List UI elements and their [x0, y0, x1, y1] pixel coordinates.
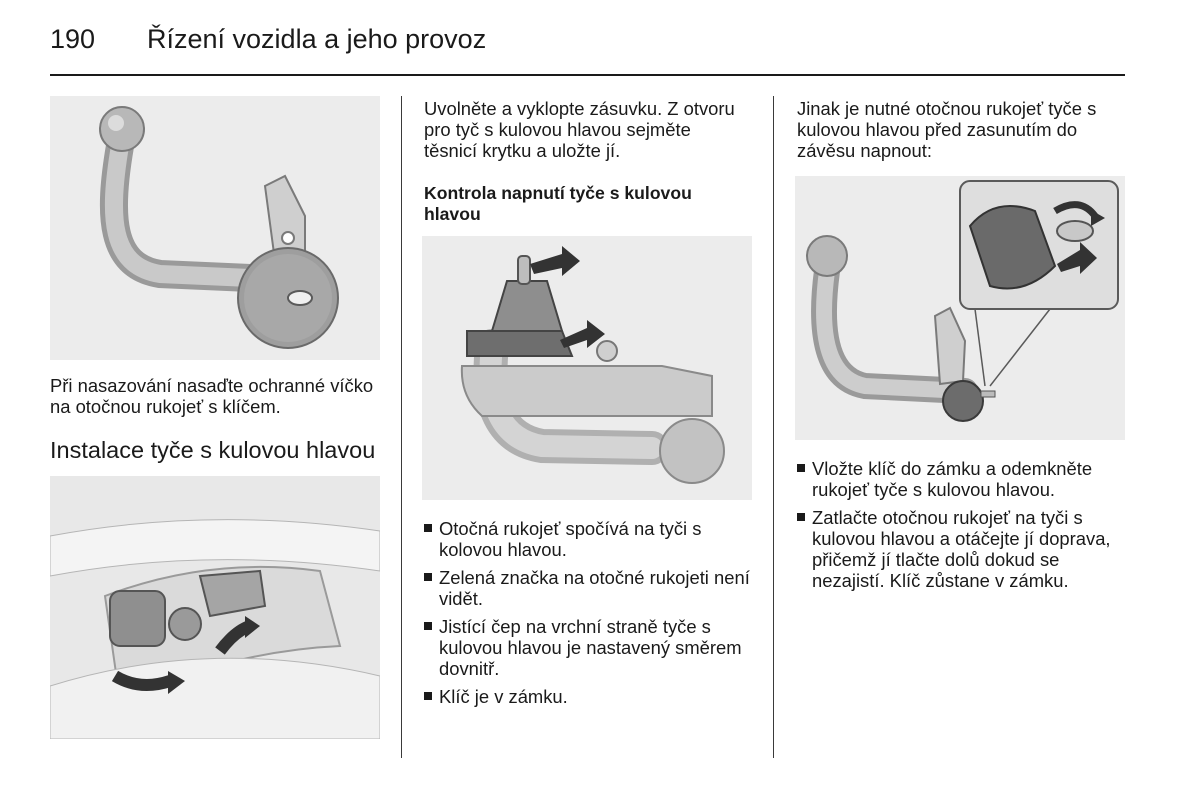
- list-item: [797, 507, 1127, 591]
- list-item-text: Klíč je v zámku.: [439, 686, 568, 707]
- tension-check-list: [424, 518, 754, 714]
- bullet-square-icon: [797, 513, 805, 521]
- section-heading: Instalace tyče s kulovou hlavou: [50, 437, 376, 463]
- list-item-text: Zelená značka na otočné rukojeti není vidět.: [439, 567, 750, 609]
- tension-procedure-list: [797, 458, 1127, 598]
- bullet-square-icon: [424, 573, 432, 581]
- column-divider-right: [773, 96, 774, 758]
- bullet-square-icon: [424, 524, 432, 532]
- list-item-text: Zatlačte otočnou rukojeť na tyči s kulovou hlavou a otáčejte jí doprava, přičemž jí tlačte dolů dokud se nezajistí. Klíč zůstane v zámku.: [812, 507, 1111, 591]
- illustration-ball-bar-with-cap: [50, 96, 380, 360]
- header-rule: [50, 74, 1125, 76]
- chapter-title: Řízení vozidla a jeho provoz: [147, 24, 487, 54]
- bullet-square-icon: [424, 692, 432, 700]
- list-item-text: Jistící čep na vrchní straně tyče s kulovou hlavou je nastavený směrem dovnitř.: [439, 616, 742, 679]
- list-item: [424, 567, 754, 609]
- intro-tension-required: Jinak je nutné otočnou rukojeť tyče s kulovou hlavou před zasunutím do závěsu napnout:: [797, 98, 1097, 161]
- list-item: [424, 616, 754, 679]
- list-item: [797, 458, 1127, 500]
- illustration-tow-socket-in-bumper: [50, 476, 380, 739]
- intro-release-socket: Uvolněte a vyklopte zásuvku. Z otvoru pro tyč s kulovou hlavou sejměte těsnicí krytku a uložte jí.: [424, 98, 735, 161]
- illustration-key-and-handle: [795, 176, 1125, 440]
- list-item-text: Vložte klíč do zámku a odemkněte rukojeť tyče s kulovou hlavou.: [812, 458, 1093, 500]
- page-number: 190: [50, 24, 96, 54]
- bullet-square-icon: [797, 464, 805, 472]
- list-item: [424, 518, 754, 560]
- subheading-tension-check: Kontrola napnutí tyče s kulovou hlavou: [424, 183, 692, 224]
- list-item-text: Otočná rukojeť spočívá na tyči s kolovou hlavou.: [439, 518, 702, 560]
- bullet-square-icon: [424, 622, 432, 630]
- column-divider-left: [401, 96, 402, 758]
- list-item: [424, 686, 754, 707]
- caption-protective-cap: Při nasazování nasaďte ochranné víčko na otočnou rukojeť s klíčem.: [50, 375, 374, 417]
- illustration-tension-check: [422, 236, 752, 500]
